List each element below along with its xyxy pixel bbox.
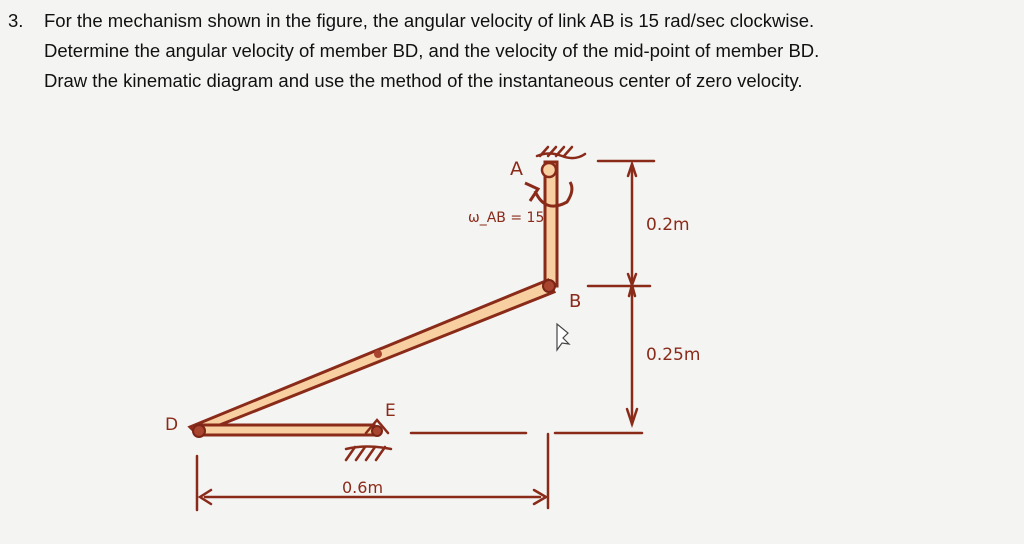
joint-b bbox=[543, 280, 555, 292]
label-d: D bbox=[165, 415, 179, 435]
joint-e bbox=[372, 426, 382, 436]
problem-line-2: Determine the angular velocity of member BD, and the velocity of the mid-point of member BD. bbox=[44, 40, 820, 61]
label-a: A bbox=[510, 158, 523, 180]
label-b: B bbox=[569, 291, 582, 312]
problem-line-3: Draw the kinematic diagram and use the method of the instantaneous center of zero velocity. bbox=[44, 70, 803, 91]
label-e: E bbox=[385, 401, 396, 421]
link-de bbox=[196, 425, 374, 435]
horizontal-dimension-label: 0.6m bbox=[342, 478, 384, 497]
angular-velocity-label: ω_AB = 15 bbox=[468, 210, 545, 226]
mouse-cursor-icon bbox=[557, 324, 569, 350]
problem-line-1: For the mechanism shown in the figure, the angular velocity of link AB is 15 rad/sec clockwise. bbox=[44, 10, 815, 31]
joint-d bbox=[193, 425, 205, 437]
problem-number: 3. bbox=[8, 10, 24, 31]
dimension-ab-label: 0.2m bbox=[646, 215, 690, 235]
link-ab bbox=[545, 162, 557, 286]
link-bd bbox=[190, 280, 554, 434]
ground-support-a bbox=[537, 147, 585, 158]
dimension-bd-label: 0.25m bbox=[646, 345, 701, 365]
midpoint-bd bbox=[374, 350, 382, 358]
joint-a bbox=[542, 163, 556, 177]
angular-velocity-arrowhead bbox=[525, 183, 538, 201]
